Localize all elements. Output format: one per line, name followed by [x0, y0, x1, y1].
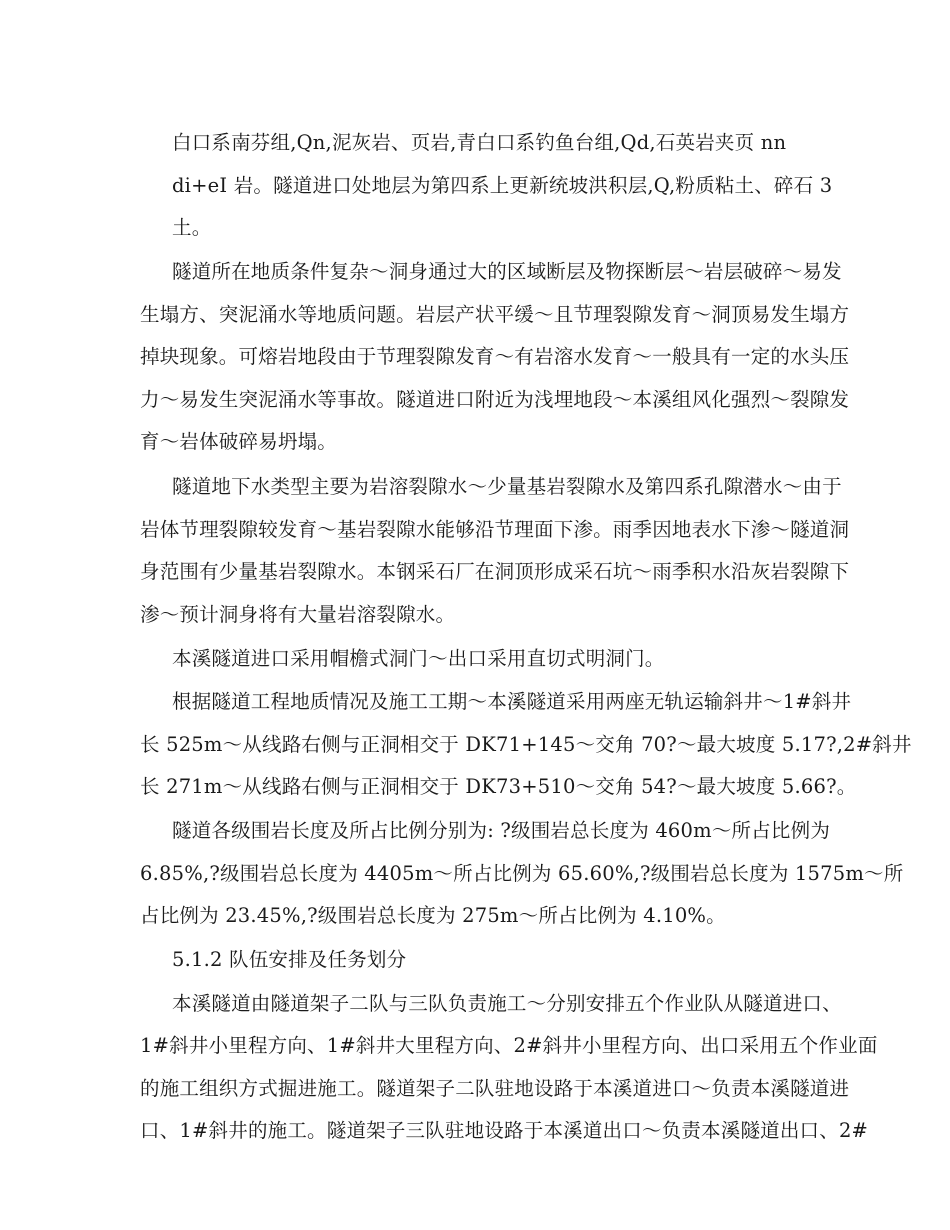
- paragraph-start-line: 根据隧道工程地质情况及施工工期～本溪隧道采用两座无轨运输斜井～1#斜井: [172, 690, 852, 713]
- text-line: 土。: [172, 216, 212, 239]
- paragraph-start-line: 本溪隧道由隧道架子二队与三队负责施工～分别安排五个作业队从隧道进口、: [172, 992, 842, 1015]
- text-line: 的施工组织方式掘进施工。隧道架子二队驻地设路于本溪道进口～负责本溪隧道进: [140, 1077, 850, 1100]
- text-line: di+eI 岩。隧道进口处地层为第四系上更新统坡洪积层,Q,粉质粘土、碎石 3: [172, 174, 833, 197]
- text-line: 6.85%,?级围岩总长度为 4405m～所占比例为 65.60%,?级围岩总长度为 1575m～所: [140, 862, 904, 885]
- text-line: 口、1#斜井的施工。隧道架子三队驻地设路于本溪道出口～负责本溪隧道出口、2#: [140, 1119, 869, 1142]
- text-line: 掉块现象。可熔岩地段由于节理裂隙发育～有岩溶水发育～一般具有一定的水头压: [140, 345, 850, 368]
- text-line: 1#斜井小里程方向、1#斜井大里程方向、2#斜井小里程方向、出口采用五个作业面: [140, 1034, 878, 1057]
- paragraph-start-line: 隧道所在地质条件复杂～洞身通过大的区域断层及物探断层～岩层破碎～易发: [172, 260, 842, 283]
- text-line: 育～岩体破碎易坍塌。: [140, 430, 338, 453]
- text-line: 力～易发生突泥涌水等事故。隧道进口附近为浅埋地段～本溪组风化强烈～裂隙发: [140, 388, 850, 411]
- text-line: 占比例为 23.45%,?级围岩总长度为 275m～所占比例为 4.10%。: [140, 904, 726, 927]
- text-line: 白口系南芬组,Qn,泥灰岩、页岩,青白口系钓鱼台组,Qd,石英岩夹页 nn: [172, 131, 787, 154]
- text-line: 长 271m～从线路右侧与正洞相交于 DK73+510～交角 54?～最大坡度 5.66?。: [140, 775, 857, 798]
- text-line: 长 525m～从线路右侧与正洞相交于 DK71+145～交角 70?～最大坡度 5.17?,2#斜井: [140, 733, 912, 756]
- text-line: 岩体节理裂隙较发育～基岩裂隙水能够沿节理面下渗。雨季因地表水下渗～隧道洞: [140, 518, 850, 541]
- paragraph-start-line: 隧道地下水类型主要为岩溶裂隙水～少量基岩裂隙水及第四系孔隙潜水～由于: [172, 475, 842, 498]
- section-heading: 5.1.2 队伍安排及任务划分: [172, 948, 407, 971]
- text-line: 身范围有少量基岩裂隙水。本钢采石厂在洞顶形成采石坑～雨季积水沿灰岩裂隙下: [140, 560, 850, 583]
- paragraph-start-line: 隧道各级围岩长度及所占比例分别为: ?级围岩总长度为 460m～所占比例为: [172, 819, 831, 842]
- text-line: 生塌方、突泥涌水等地质问题。岩层产状平缓～且节理裂隙发育～洞顶易发生塌方: [140, 303, 850, 326]
- text-line: 渗～预计洞身将有大量岩溶裂隙水。: [140, 603, 456, 626]
- paragraph-start-line: 本溪隧道进口采用帽檐式洞门～出口采用直切式明洞门。: [172, 647, 665, 670]
